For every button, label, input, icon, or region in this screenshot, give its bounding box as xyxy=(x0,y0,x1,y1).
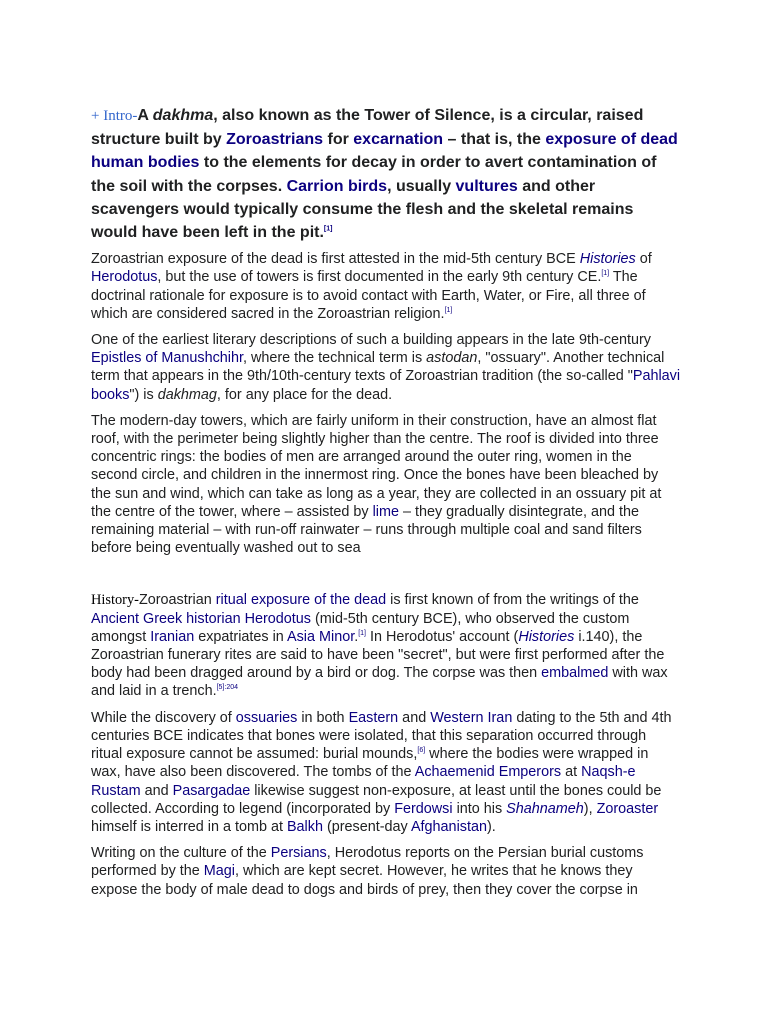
text: – that is, the xyxy=(443,131,546,149)
text: (mid-5th century BCE), who observed the custom amongst xyxy=(91,610,630,645)
link-herodotus-historian[interactable]: Ancient Greek historian Herodotus xyxy=(91,610,311,627)
history-heading: History- xyxy=(91,592,139,609)
text: In Herodotus' account ( xyxy=(366,628,519,645)
text: of xyxy=(635,251,652,268)
paragraph-3 xyxy=(91,412,681,558)
text: , which are kept secret. However, he writes that he knows they expose the body of male dead to dogs and birds of prey, then they cover the corpse in xyxy=(91,863,638,898)
text: (present-day xyxy=(322,818,411,835)
citation-ref[interactable]: [6] xyxy=(417,747,426,755)
text: is first known of from the writings of the xyxy=(386,592,639,609)
text: A xyxy=(137,107,153,124)
text: Zoroastrian xyxy=(138,592,216,609)
italic-term: dakhma xyxy=(152,107,214,124)
text: , usually xyxy=(387,177,456,195)
text: Writing on the culture of the xyxy=(91,845,271,862)
link-magi[interactable]: Magi xyxy=(203,863,235,880)
link-text: Histories xyxy=(579,251,636,268)
text: for xyxy=(323,131,354,149)
text: likewise suggest non-exposure, at least until the bones could be collected. According to legend (incorporated by xyxy=(91,782,662,817)
link-herodotus[interactable]: Herodotus xyxy=(91,269,158,286)
text: . xyxy=(354,628,359,645)
text: ") is xyxy=(129,386,158,403)
link-achaemenid-emperors[interactable]: Achaemenid Emperors xyxy=(414,764,562,781)
text: , "ossuary". Another technical term that appears in the 9th/10th-century texts of Zoroastrian tradition (the so-called " xyxy=(91,350,665,385)
text: into his xyxy=(452,800,507,817)
link-asia-minor[interactable]: Asia Minor xyxy=(287,628,355,645)
text: and other scavengers would typically consume the flesh and the skeletal remains would have been left in the pit. xyxy=(91,177,634,242)
link-exposure-of-dead[interactable]: exposure of dead human bodies xyxy=(91,131,678,172)
link-lime[interactable]: lime xyxy=(372,503,399,520)
text: – they gradually disintegrate, and the remaining material – with run-off rainwater – runs through multiple coal and sand filters before being eventually washed out to sea xyxy=(91,503,642,557)
text: , also known as the Tower of Silence, is a circular, raised structure built by xyxy=(91,107,644,149)
text: The modern-day towers, which are fairly uniform in their construction, have an almost flat roof, with the perimeter being slightly higher than the centre. The roof is divided into three concentric rings: the bodies of men are arranged around the outer ring, women in the second circle, and children in the innermost ring. Once the bones have been bleached by the sun and wind, which can take as long as a year, they are collected in an ossuary pit at the centre of the tower, where – assisted by xyxy=(91,412,662,520)
citation-ref[interactable]: [1] xyxy=(358,630,366,638)
text: , but the use of towers is first documented in the early 9th century CE. xyxy=(157,269,602,286)
link-persians[interactable]: Persians xyxy=(270,845,327,862)
text: himself is interred in a tomb at xyxy=(91,818,287,835)
link-text: Shahnameh xyxy=(506,800,584,817)
italic-term: astodan xyxy=(426,350,478,367)
text: ), xyxy=(583,800,597,817)
history-paragraph xyxy=(91,591,681,700)
text: dating to the 5th and 4th centuries BCE indicates that bones were isolated, that this separation occurred through ritual exposure cannot be assumed: burial mounds, xyxy=(91,709,672,763)
text: to the elements for decay in order to avert contamination of the soil with the corpses. xyxy=(91,154,657,195)
section-spacer xyxy=(91,565,681,591)
link-naqsh-e-rustam[interactable]: Naqsh-e Rustam xyxy=(91,764,636,799)
link-pasargadae[interactable]: Pasargadae xyxy=(172,782,251,799)
link-ossuaries[interactable]: ossuaries xyxy=(235,709,298,726)
text: i.140), the Zoroastrian funerary rites are said to have been "secret", but were first performed after the body had been dragged around by a bird or dog. The corpse was then xyxy=(91,628,665,682)
link-epistles-of-manushchihr[interactable]: Epistles of Manushchihr xyxy=(91,350,243,367)
link-western-iran[interactable]: Western Iran xyxy=(430,709,513,726)
intro-paragraph xyxy=(91,104,681,244)
link-shahnameh[interactable] xyxy=(506,801,584,817)
link-histories-2[interactable] xyxy=(518,629,574,645)
link-embalmed[interactable]: embalmed xyxy=(541,665,609,682)
text: expatriates in xyxy=(194,628,288,645)
citation-ref[interactable]: [5]:204 xyxy=(216,684,239,692)
text: While the discovery of xyxy=(91,709,236,726)
link-afghanistan[interactable]: Afghanistan xyxy=(410,818,487,835)
link-carrion-birds[interactable]: Carrion birds xyxy=(286,177,388,195)
article-body xyxy=(91,104,681,907)
paragraph-5 xyxy=(91,709,681,836)
paragraph-1 xyxy=(91,250,681,323)
text: and xyxy=(140,782,173,799)
link-text: Histories xyxy=(518,628,575,645)
link-pahlavi-books[interactable]: Pahlavi books xyxy=(91,368,681,403)
italic-term: dakhmag xyxy=(157,386,217,403)
link-histories[interactable] xyxy=(580,251,636,267)
text: , for any place for the dead. xyxy=(216,386,393,403)
link-vultures[interactable]: vultures xyxy=(455,177,518,195)
text: in both xyxy=(297,709,349,726)
citation-ref[interactable]: [1] xyxy=(323,225,333,233)
citation-ref[interactable]: [1] xyxy=(601,270,610,278)
paragraph-2 xyxy=(91,331,681,404)
link-ritual-exposure[interactable]: ritual exposure of the dead xyxy=(215,592,387,609)
text: at xyxy=(561,764,582,781)
text: , Herodotus reports on the Persian burial customs performed by the xyxy=(91,845,644,880)
text: , where the technical term is xyxy=(242,350,427,367)
citation-ref[interactable]: [1] xyxy=(444,307,453,315)
text: where the bodies were wrapped in wax, have also been discovered. The tombs of the xyxy=(91,746,649,781)
link-excarnation[interactable]: excarnation xyxy=(353,131,444,149)
text: One of the earliest literary descriptions of such a building appears in the late 9th-century xyxy=(91,332,651,349)
link-ferdowsi[interactable]: Ferdowsi xyxy=(394,800,453,817)
text: Zoroastrian exposure of the dead is first attested in the mid-5th century BCE xyxy=(91,251,580,268)
text: with wax and laid in a trench. xyxy=(91,665,668,700)
text: and xyxy=(398,709,431,726)
link-balkh[interactable]: Balkh xyxy=(286,818,323,835)
paragraph-6 xyxy=(91,844,681,899)
link-zoroaster[interactable]: Zoroaster xyxy=(596,800,659,817)
text: ). xyxy=(486,818,496,835)
text: The doctrinal rationale for exposure is to avoid contact with Earth, Water, or Fire, all three of which are considered sacred in the Zoroastrian religion. xyxy=(91,269,646,322)
link-zoroastrians[interactable]: Zoroastrians xyxy=(226,131,324,149)
link-eastern[interactable]: Eastern xyxy=(348,709,399,726)
intro-tag[interactable]: + Intro- xyxy=(91,108,138,124)
link-iranian[interactable]: Iranian xyxy=(150,628,195,645)
